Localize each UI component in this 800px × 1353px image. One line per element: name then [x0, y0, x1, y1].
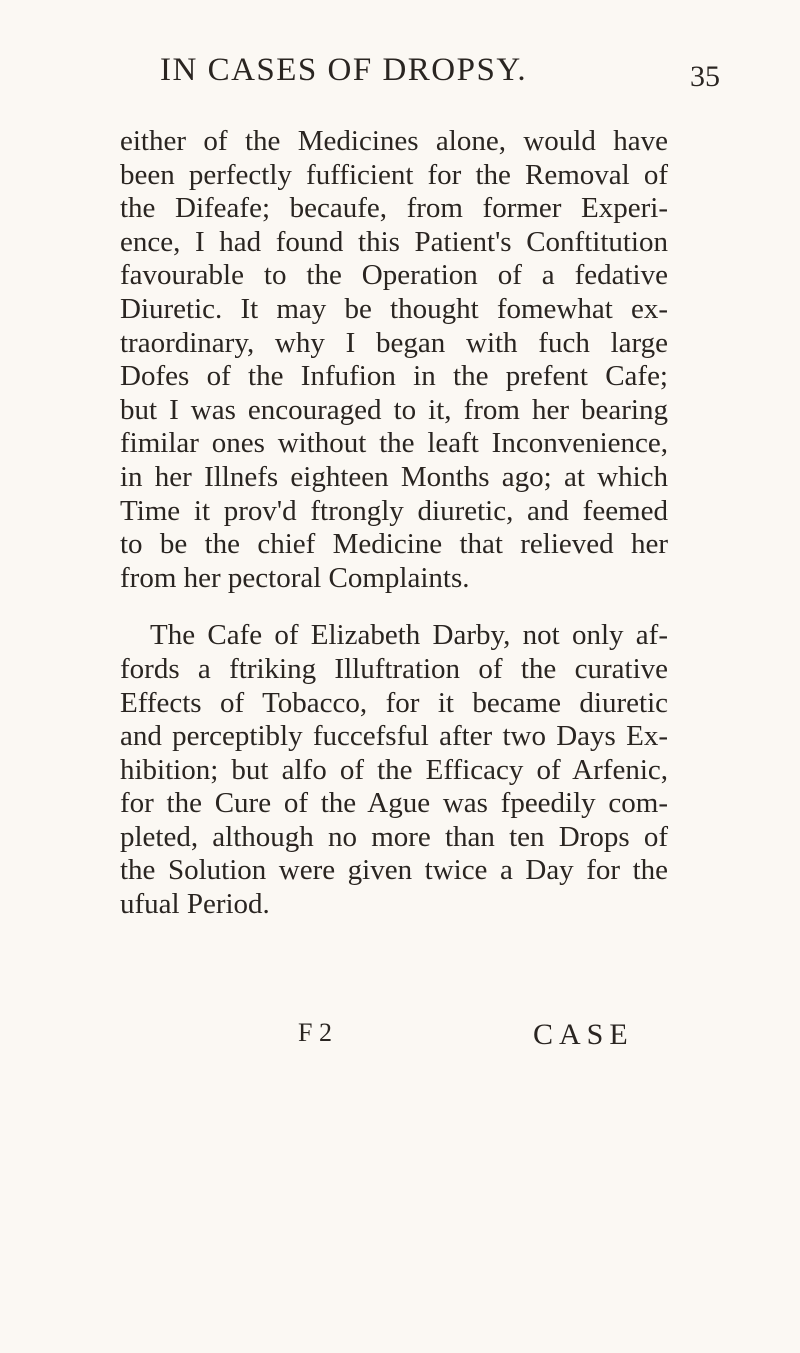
text-line: Dofes of the Infufion in the prefent Cafe;	[120, 360, 668, 393]
text-line: pleted, although no more than ten Drops of	[120, 820, 668, 853]
text-line: favourable to the Operation of a fedative	[120, 259, 668, 292]
text-line: been perfectly fufficient for the Removal of	[120, 158, 668, 191]
text-line: The Cafe of Elizabeth Darby, not only af-	[150, 619, 668, 652]
text-line: ufual Period.	[120, 888, 270, 921]
text-line: from her pectoral Complaints.	[120, 561, 470, 594]
text-line: the Solution were given twice a Day for the	[120, 854, 668, 887]
body-text	[120, 125, 668, 922]
catchword: CASE	[533, 1018, 634, 1051]
running-head	[160, 52, 740, 112]
text-line: but I was encouraged to it, from her bearing	[120, 393, 668, 426]
paragraph-2	[120, 619, 668, 921]
text-line: in her Illnefs eighteen Months ago; at which	[120, 460, 668, 493]
text-line: fimilar ones without the leaft Inconvenience,	[120, 427, 668, 460]
text-line: Diuretic. It may be thought fomewhat ex-	[120, 292, 668, 325]
signature-mark: F 2	[298, 1018, 332, 1047]
page-number: 35	[690, 60, 720, 93]
running-head-title: IN CASES OF DROPSY.	[160, 52, 528, 88]
text-line: the Difeafe; becaufe, from former Experi-	[120, 192, 668, 225]
text-line: to be the chief Medicine that relieved her	[120, 528, 668, 561]
text-line: traordinary, why I began with fuch large	[120, 326, 668, 359]
text-line: Time it prov'd ftrongly diuretic, and feemed	[120, 494, 668, 527]
text-line: Effects of Tobacco, for it became diuretic	[120, 686, 668, 719]
text-line: and perceptibly fuccefsful after two Days Ex-	[120, 720, 668, 753]
text-line: hibition; but alfo of the Efficacy of Arfenic,	[120, 753, 668, 786]
text-line: fords a ftriking Illuftration of the curative	[120, 652, 668, 685]
paragraph-spacer	[120, 595, 668, 619]
text-line: ence, I had found this Patient's Conftitution	[120, 225, 668, 258]
text-line: for the Cure of the Ague was fpeedily com-	[120, 787, 668, 820]
text-line: either of the Medicines alone, would have	[120, 125, 668, 157]
page-footer	[0, 1018, 800, 1058]
paragraph-1	[120, 125, 668, 595]
